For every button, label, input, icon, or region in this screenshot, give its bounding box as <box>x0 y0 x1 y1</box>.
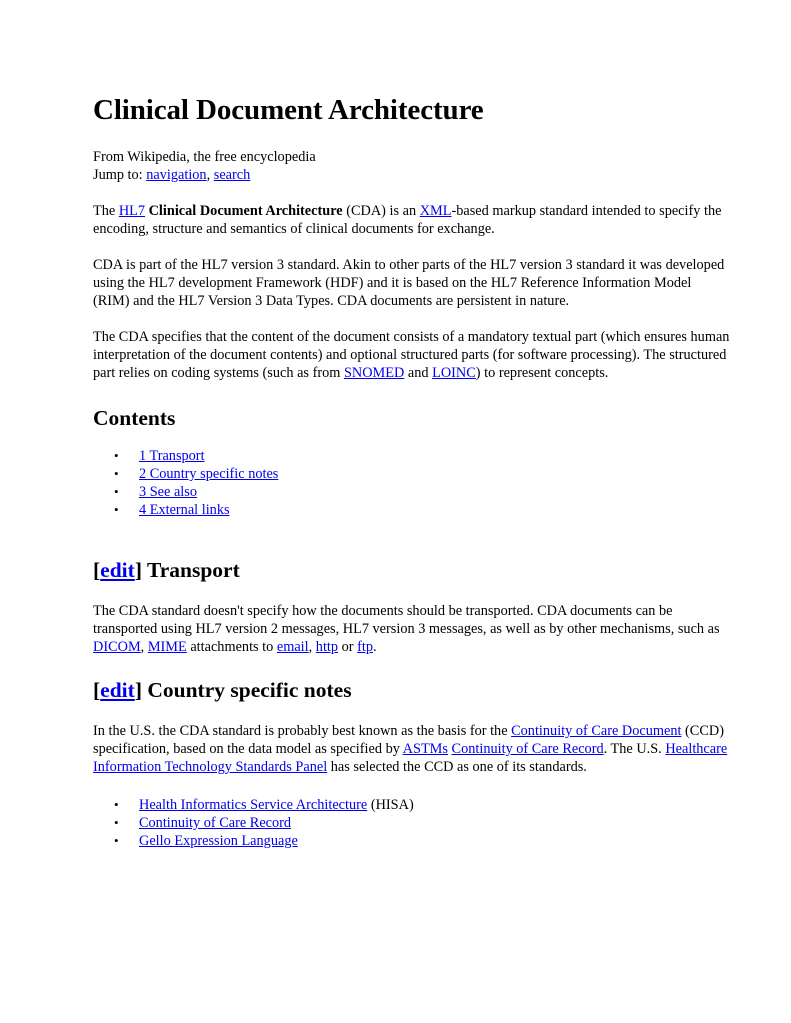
country-notes-paragraph <box>93 722 731 776</box>
text: or <box>338 639 358 655</box>
list-item <box>93 832 731 850</box>
transport-paragraph <box>93 602 731 656</box>
page-title: Clinical Document Architecture <box>93 94 484 126</box>
bullet-icon: • <box>114 466 119 481</box>
toc-link-external-links[interactable]: 4 External links <box>139 502 230 518</box>
text: and <box>404 365 433 381</box>
text: The <box>93 203 119 219</box>
mime-link[interactable]: MIME <box>147 639 187 655</box>
toc-link-transport[interactable]: 1 Transport <box>139 448 205 464</box>
related-list <box>93 796 731 850</box>
astm-link[interactable]: ASTMs <box>402 741 448 757</box>
ccr-link[interactable]: Continuity of Care Record <box>451 741 604 757</box>
text: , <box>308 639 316 655</box>
bullet-icon: • <box>114 833 119 848</box>
toc-item <box>93 447 731 465</box>
text: In the U.S. the CDA standard is probably best known as the basis for the <box>93 723 512 739</box>
section-title: Transport <box>146 558 240 582</box>
ccd-link[interactable]: Continuity of Care Document <box>511 723 682 739</box>
jump-separator: , <box>206 167 214 183</box>
text: -based markup standard intended to specify the encoding, structure and semantics of clinical documents for exchange. <box>93 203 722 237</box>
hitsp-link[interactable]: Healthcare Information Technology Standards Panel <box>93 741 728 775</box>
bracket: ] <box>134 558 147 582</box>
snomed-link[interactable]: SNOMED <box>343 365 405 381</box>
text: The CDA standard doesn't specify how the documents should be transported. CDA documents can be transported using HL7 version 2 messages, HL7 version 3 messages, as well as by other mechanisms, such as <box>93 603 720 637</box>
text: The CDA specifies that the content of the document consists of a mandatory textual part (which ensures human interpretation of the document contents) and optional structured parts (for software processing). The structured part relies on coding systems (such as from <box>93 329 730 381</box>
toc-item <box>93 465 731 483</box>
text: (CCD) specification, based on the data model as specified by <box>93 723 724 757</box>
toc-item <box>93 483 731 501</box>
hl7-link[interactable]: HL7 <box>118 203 146 219</box>
text: (CDA) is an <box>342 203 420 219</box>
gello-link[interactable]: Gello Expression Language <box>139 833 298 849</box>
toc-link-see-also[interactable]: 3 See also <box>139 484 197 500</box>
bullet-icon: • <box>114 815 119 830</box>
text: attachments to <box>186 639 277 655</box>
country-notes-heading <box>93 677 731 703</box>
contents-heading: Contents <box>93 406 176 430</box>
bracket: ] <box>134 678 148 702</box>
list-item <box>93 814 731 832</box>
ftp-link[interactable]: ftp <box>357 639 373 655</box>
from-wikipedia: From Wikipedia, the free encyclopedia <box>93 149 316 165</box>
bullet-icon: • <box>114 448 119 463</box>
bracket: [ <box>93 558 101 582</box>
jump-to <box>93 166 731 184</box>
navigation-link[interactable]: navigation <box>146 167 207 183</box>
xml-link[interactable]: XML <box>419 203 452 219</box>
transport-heading <box>93 557 731 583</box>
edit-country-notes-link[interactable]: edit <box>100 678 135 702</box>
bullet-icon: • <box>114 484 119 499</box>
http-link[interactable]: http <box>315 639 339 655</box>
bullet-icon: • <box>114 797 119 812</box>
text: ) to represent concepts. <box>475 365 609 381</box>
text: (HISA) <box>367 797 414 813</box>
text: , <box>140 639 148 655</box>
article-subject: Clinical Document Architecture <box>148 203 343 219</box>
text: . <box>373 639 377 655</box>
table-of-contents <box>93 447 731 519</box>
bracket: [ <box>93 678 101 702</box>
paragraph-2: CDA is part of the HL7 version 3 standard. Akin to other parts of the HL7 version 3 standard it was developed using the HL7 development Framework (HDF) and it is based on the HL7 Reference Information Model (RIM) and the HL7 Version 3 Data Types. CDA documents are persistent in nature. <box>93 257 725 309</box>
bullet-icon: • <box>114 502 119 517</box>
edit-transport-link[interactable]: edit <box>100 558 135 582</box>
hisa-link[interactable]: Health Informatics Service Architecture <box>139 797 368 813</box>
email-link[interactable]: email <box>276 639 309 655</box>
paragraph-3 <box>93 328 731 382</box>
toc-item <box>93 501 731 519</box>
jump-label: Jump to: <box>93 167 147 183</box>
text: . The U.S. <box>603 741 666 757</box>
loinc-link[interactable]: LOINC <box>432 365 476 381</box>
section-title: Country specific notes <box>147 678 352 702</box>
toc-link-country-specific-notes[interactable]: 2 Country specific notes <box>139 466 279 482</box>
intro-paragraph <box>93 202 731 238</box>
text: has selected the CCD as one of its standards. <box>327 759 587 775</box>
search-link[interactable]: search <box>213 167 251 183</box>
list-item <box>93 796 731 814</box>
dicom-link[interactable]: DICOM <box>93 639 141 655</box>
ccr-list-link[interactable]: Continuity of Care Record <box>139 815 292 831</box>
